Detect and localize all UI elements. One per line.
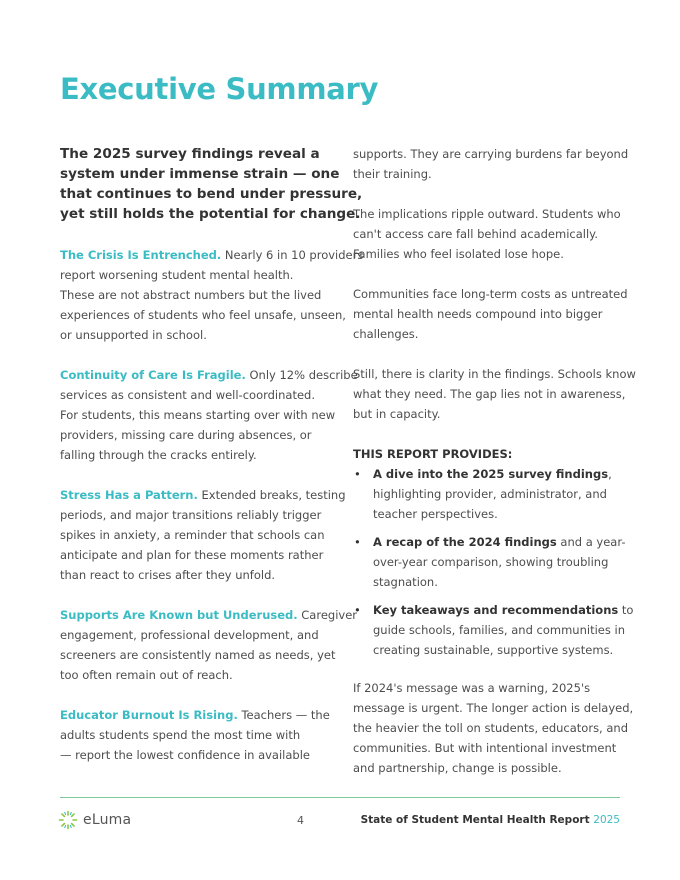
body-text: mental health needs compound into bigger [353,307,603,321]
footer-divider [60,797,620,798]
finding-text: too often remain out of reach. [60,668,233,682]
body-text: and partnership, change is possible. [353,761,562,775]
paragraph-clarity [353,364,636,424]
finding-text: Caregiver [297,608,358,622]
bullet-bold: A recap of the 2024 findings [373,535,557,549]
finding-text: engagement, professional development, and [60,628,319,642]
bullet-text: teacher perspectives. [373,507,498,521]
body-text: can't access care fall behind academically. [353,227,598,241]
list-item: • Key takeaways and recommendations to guide schools, families, and communities in creating sustainable, supportive systems. [353,600,625,660]
body-text: Families who feel isolated lose hope. [353,247,564,261]
finding-continuity [60,365,358,465]
sunburst-icon [58,810,78,830]
finding-text: These are not abstract numbers but the lived [60,288,322,302]
finding-heading: Educator Burnout Is Rising. [60,708,238,722]
body-text: what they need. The gap lies not in awareness, [353,387,626,401]
bullet-icon: • [354,535,361,549]
finding-stress [60,485,346,585]
bullet-icon: • [354,467,361,481]
finding-text: services as consistent and well-coordinated. [60,388,315,402]
report-provides-heading: THIS REPORT PROVIDES: [353,447,513,461]
lead-statement [60,144,363,224]
paragraph-conclusion [353,678,634,778]
report-title-text: State of Student Mental Health Report [360,814,590,826]
report-year: 2025 [593,814,620,826]
right-column [353,144,636,798]
lead-line: system under immense strain — one [60,166,340,182]
bullet-text: stagnation. [373,575,438,589]
body-text: If 2024's message was a warning, 2025's [353,681,591,695]
list-item: • A dive into the 2025 survey findings, highlighting provider, administrator, and teacher perspectives. [353,464,625,524]
body-text: message is urgent. The longer action is delayed, [353,701,634,715]
paragraph-continued [353,144,629,184]
finding-text: For students, this means starting over with new [60,408,336,422]
report-title [361,814,620,826]
finding-text: anticipate and plan for these moments rather [60,548,324,562]
lead-line: yet still holds the potential for change. [60,206,361,222]
bullet-icon: • [354,603,361,617]
finding-text: Extended breaks, testing [197,488,346,502]
body-text: Still, there is clarity in the findings. Schools know [353,367,636,381]
body-text: The implications ripple outward. Students who [353,207,621,221]
lead-line: The 2025 survey findings reveal a [60,146,320,162]
finding-heading: Supports Are Known but Underused. [60,608,298,622]
finding-heading: The Crisis Is Entrenched. [60,248,222,262]
finding-text: falling through the cracks entirely. [60,448,257,462]
finding-text: — report the lowest confidence in available [60,748,310,762]
finding-supports [60,605,358,685]
finding-text: report worsening student mental health. [60,268,294,282]
finding-burnout [60,705,332,765]
finding-text: spikes in anxiety, a reminder that schools can [60,528,325,542]
bullet-text: highlighting provider, administrator, and [373,487,607,501]
finding-text: experiences of students who feel unsafe, unseen, [60,308,346,322]
finding-text: Teachers — the [237,708,330,722]
finding-text: screeners are consistently named as needs, yet [60,648,336,662]
report-provides-list [353,464,634,660]
lead-line: that continues to bend under pressure, [60,186,363,202]
finding-text: periods, and major transitions reliably trigger [60,508,322,522]
finding-crisis [60,245,364,345]
left-column [60,144,364,785]
finding-text: or unsupported in school. [60,328,207,342]
finding-text: Nearly 6 in 10 providers [221,248,364,262]
finding-text: adults students spend the most time with [60,728,301,742]
paragraph-implications [353,204,625,264]
finding-text: providers, missing care during absences, or [60,428,312,442]
body-text: challenges. [353,327,419,341]
bullet-bold: A dive into the 2025 survey findings [373,467,609,481]
finding-heading: Stress Has a Pattern. [60,488,198,502]
eluma-logo [58,810,131,830]
page-number: 4 [297,814,304,827]
body-text: the heavier the toll on students, educators, and [353,721,629,735]
bullet-bold: Key takeaways and recommendations [373,603,619,617]
body-text: supports. They are carrying burdens far beyond [353,147,629,161]
paragraph-communities [353,284,628,344]
page-title: Executive Summary [60,72,379,106]
bullet-text: over-year comparison, showing troubling [373,555,609,569]
body-text: communities. But with intentional investment [353,741,617,755]
body-text: but in capacity. [353,407,441,421]
finding-text: than react to crises after they unfold. [60,568,276,582]
finding-heading: Continuity of Care Is Fragile. [60,368,246,382]
list-item: • A recap of the 2024 findings and a year- over-year comparison, showing troubling stagnation. [353,532,625,592]
body-text: Communities face long-term costs as untreated [353,287,628,301]
logo-text: eLuma [83,812,132,828]
bullet-text: guide schools, families, and communities in [373,623,625,637]
bullet-text: creating sustainable, supportive systems. [373,643,614,657]
body-text: their training. [353,167,432,181]
finding-text: Only 12% describe [245,368,358,382]
